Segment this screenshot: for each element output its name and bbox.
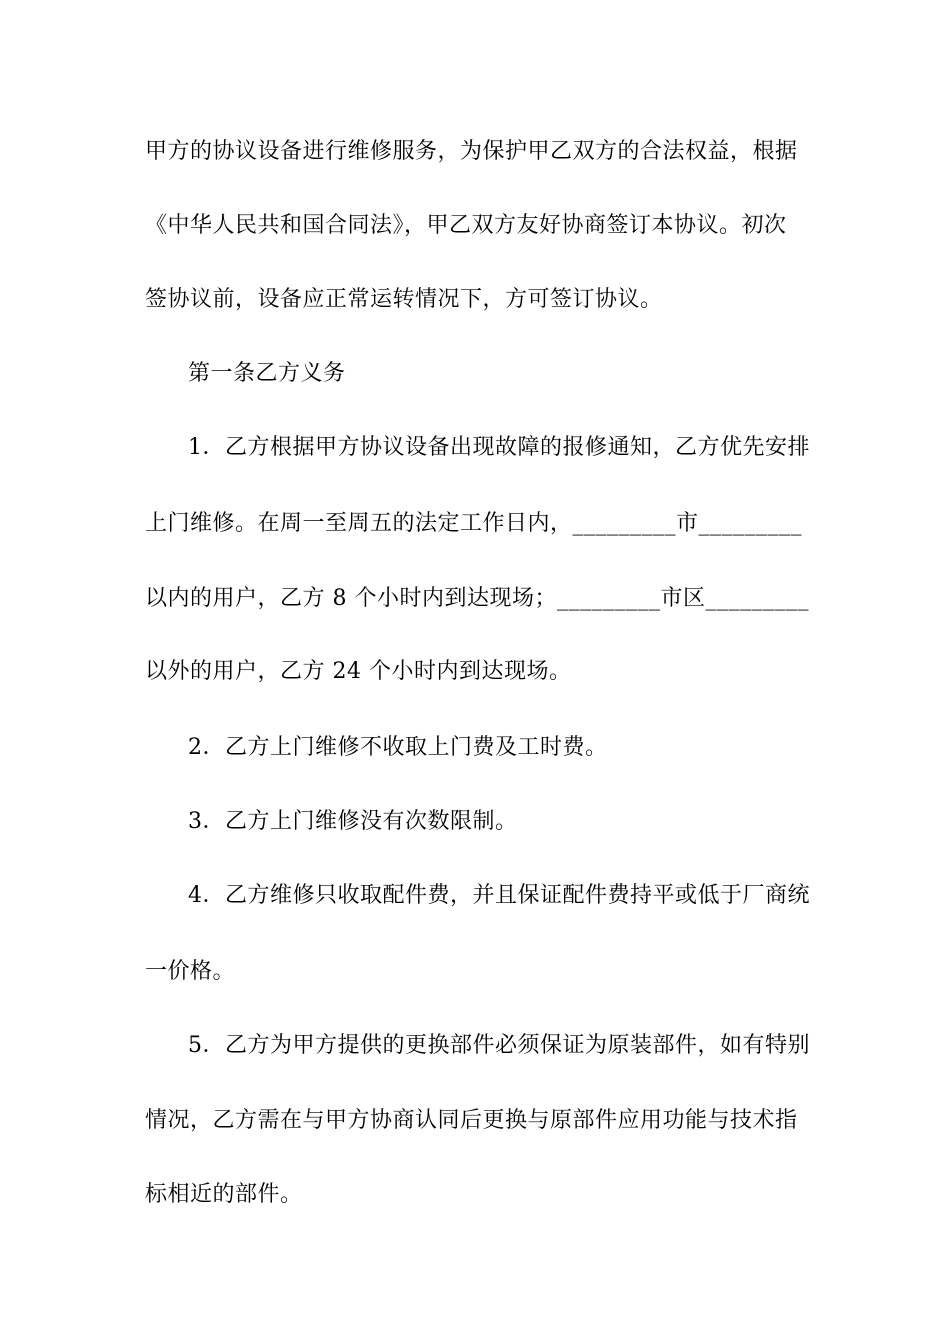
clause-1-line-1: 1．乙方根据甲方协议设备出现故障的报修通知，乙方优先安排	[188, 435, 810, 460]
clause-5-line-3: 标相近的部件。	[145, 1182, 303, 1207]
clause-5-line-1: 5．乙方为甲方提供的更换部件必须保证为原装部件，如有特别	[188, 1033, 810, 1058]
clause-4-line-2: 一价格。	[145, 959, 236, 984]
clause-1-line-4: 以外的用户，乙方 24 个小时内到达现场。	[145, 659, 572, 684]
paragraph-intro-line-2: 《中华人民共和国合同法》，甲乙双方友好协商签订本协议。初次	[145, 213, 787, 238]
section-heading: 第一条乙方义务	[188, 361, 346, 386]
clause-3: 3．乙方上门维修没有次数限制。	[188, 809, 518, 834]
clause-1-line-2: 上门维修。在周一至周五的法定工作日内，_________市_________	[145, 511, 803, 536]
paragraph-intro-line-1: 甲方的协议设备进行维修服务，为保护甲乙双方的合法权益，根据	[145, 139, 798, 164]
paragraph-intro-line-3: 签协议前，设备应正常运转情况下，方可签订协议。	[145, 287, 663, 312]
clause-5-line-2: 情况，乙方需在与甲方协商认同后更换与原部件应用功能与技术指	[145, 1108, 798, 1133]
clause-4-line-1: 4．乙方维修只收取配件费，并且保证配件费持平或低于厂商统	[188, 883, 810, 908]
clause-1-line-3: 以内的用户，乙方 8 个小时内到达现场；_________市区_________	[145, 586, 809, 611]
clause-2: 2．乙方上门维修不收取上门费及工时费。	[188, 735, 608, 760]
